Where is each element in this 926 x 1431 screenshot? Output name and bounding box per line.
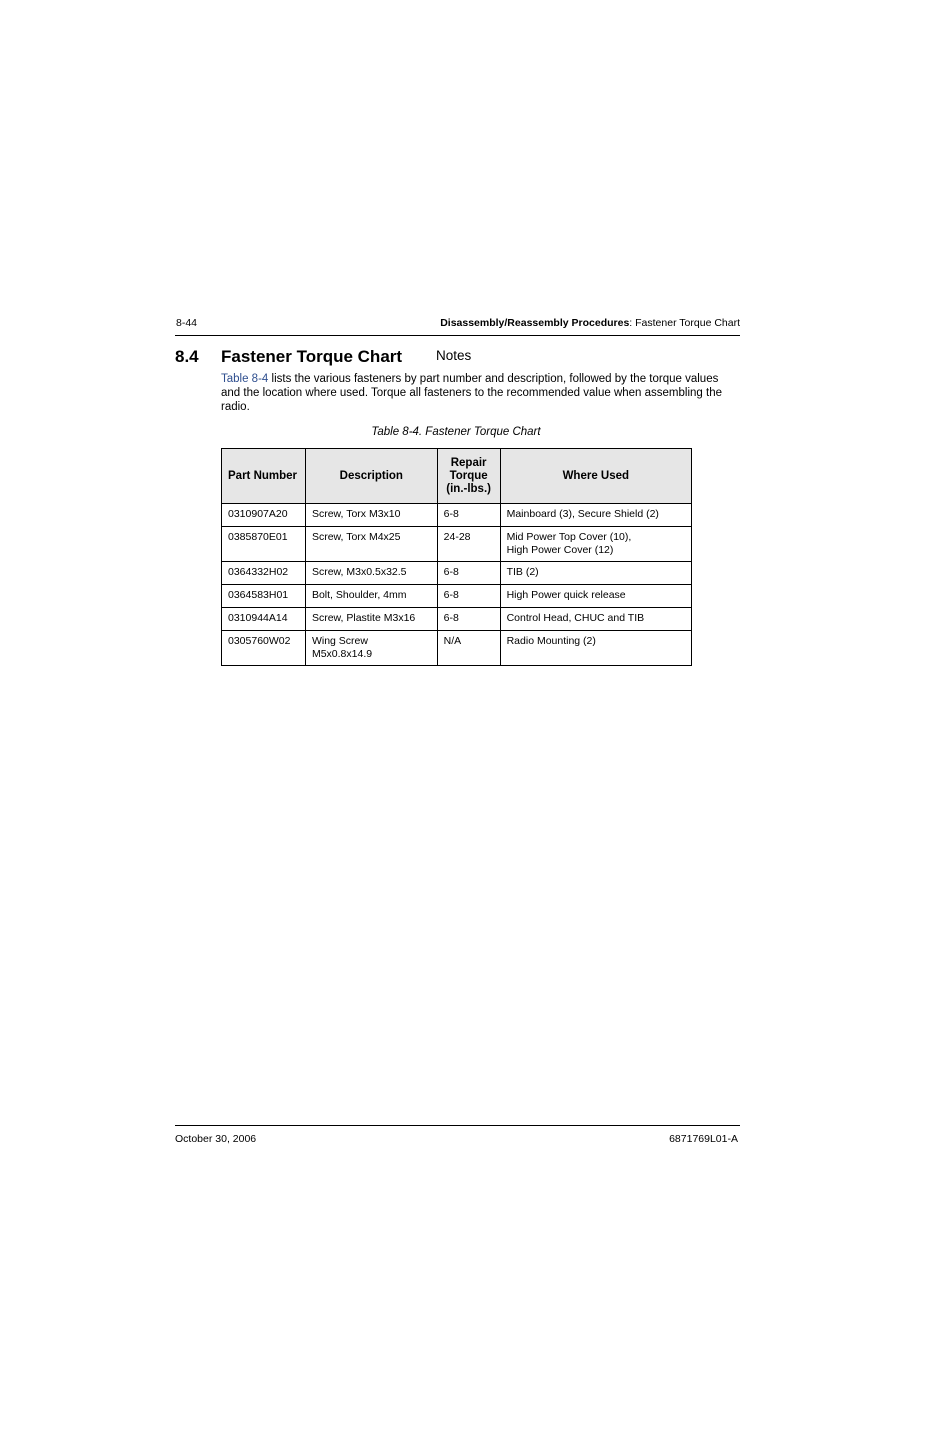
header-torque-line: Torque xyxy=(449,469,488,482)
footer-document-number: 6871769L01-A xyxy=(669,1133,738,1145)
cell-description: Screw, Plastite M3x16 xyxy=(305,608,437,631)
cell-description: Wing Screw M5x0.8x14.9 xyxy=(305,631,437,666)
cell-where-used xyxy=(500,562,691,585)
cell-torque: 6-8 xyxy=(437,608,500,631)
table-header-row xyxy=(222,449,692,504)
table-row xyxy=(222,631,692,666)
where-used-line: Control Head, CHUC and TIB xyxy=(506,612,645,624)
where-used-line: Mid Power Top Cover (10), xyxy=(506,531,632,543)
where-used-line: High Power quick release xyxy=(506,589,626,601)
header-part-number: Part Number xyxy=(222,449,306,504)
cell-where-used xyxy=(500,608,691,631)
header-torque-line: Repair xyxy=(450,456,487,469)
intro-paragraph xyxy=(221,372,737,414)
cell-part-number: 0305760W02 xyxy=(222,631,306,666)
table-row xyxy=(222,585,692,608)
footer-rule xyxy=(175,1125,740,1126)
running-header-chapter: Disassembly/Reassembly Procedures xyxy=(440,317,630,329)
header-repair-torque xyxy=(437,449,500,504)
table-caption: Table 8-4. Fastener Torque Chart xyxy=(371,426,541,438)
page-number: 8-44 xyxy=(176,317,198,329)
cell-where-used xyxy=(500,631,691,666)
cell-description: Screw, M3x0.5x32.5 xyxy=(305,562,437,585)
header-description: Description xyxy=(305,449,437,504)
cell-torque: N/A xyxy=(437,631,500,666)
table-reference-link[interactable]: Table 8-4 xyxy=(221,373,269,385)
cell-torque: 6-8 xyxy=(437,504,500,527)
cell-torque: 24-28 xyxy=(437,527,500,562)
cell-part-number: 0310907A20 xyxy=(222,504,306,527)
cell-description: Screw, Torx M4x25 xyxy=(305,527,437,562)
cell-part-number: 0364332H02 xyxy=(222,562,306,585)
where-used-line: Radio Mounting (2) xyxy=(506,635,596,647)
running-header-separator: : xyxy=(629,317,633,329)
cell-where-used xyxy=(500,504,691,527)
section-number: 8.4 xyxy=(175,347,199,366)
running-header xyxy=(440,317,740,329)
table-row xyxy=(222,527,692,562)
cell-description: Bolt, Shoulder, 4mm xyxy=(305,585,437,608)
header-torque-line: (in.-lbs.) xyxy=(446,482,491,495)
intro-paragraph-text: lists the various fasteners by part number and description, followed by the torque values and the location where used. Torque all fasteners to the recommended value when assembling the radio. xyxy=(221,373,722,413)
notes-label: Notes xyxy=(436,348,472,363)
cell-torque: 6-8 xyxy=(437,585,500,608)
table-row xyxy=(222,504,692,527)
cell-where-used xyxy=(500,527,691,562)
footer-date: October 30, 2006 xyxy=(175,1133,257,1145)
fastener-torque-table xyxy=(221,448,692,666)
section-title: Fastener Torque Chart xyxy=(221,347,403,366)
cell-part-number: 0364583H01 xyxy=(222,585,306,608)
table-row xyxy=(222,562,692,585)
running-header-section: Fastener Torque Chart xyxy=(632,317,740,329)
cell-torque: 6-8 xyxy=(437,562,500,585)
where-used-line: High Power Cover (12) xyxy=(506,544,614,556)
cell-where-used xyxy=(500,585,691,608)
header-where-used: Where Used xyxy=(500,449,691,504)
where-used-line: Mainboard (3), Secure Shield (2) xyxy=(506,508,659,520)
cell-part-number: 0310944A14 xyxy=(222,608,306,631)
where-used-line: TIB (2) xyxy=(506,566,539,578)
table-row xyxy=(222,608,692,631)
cell-description: Screw, Torx M3x10 xyxy=(305,504,437,527)
cell-part-number: 0385870E01 xyxy=(222,527,306,562)
header-rule xyxy=(175,335,740,336)
